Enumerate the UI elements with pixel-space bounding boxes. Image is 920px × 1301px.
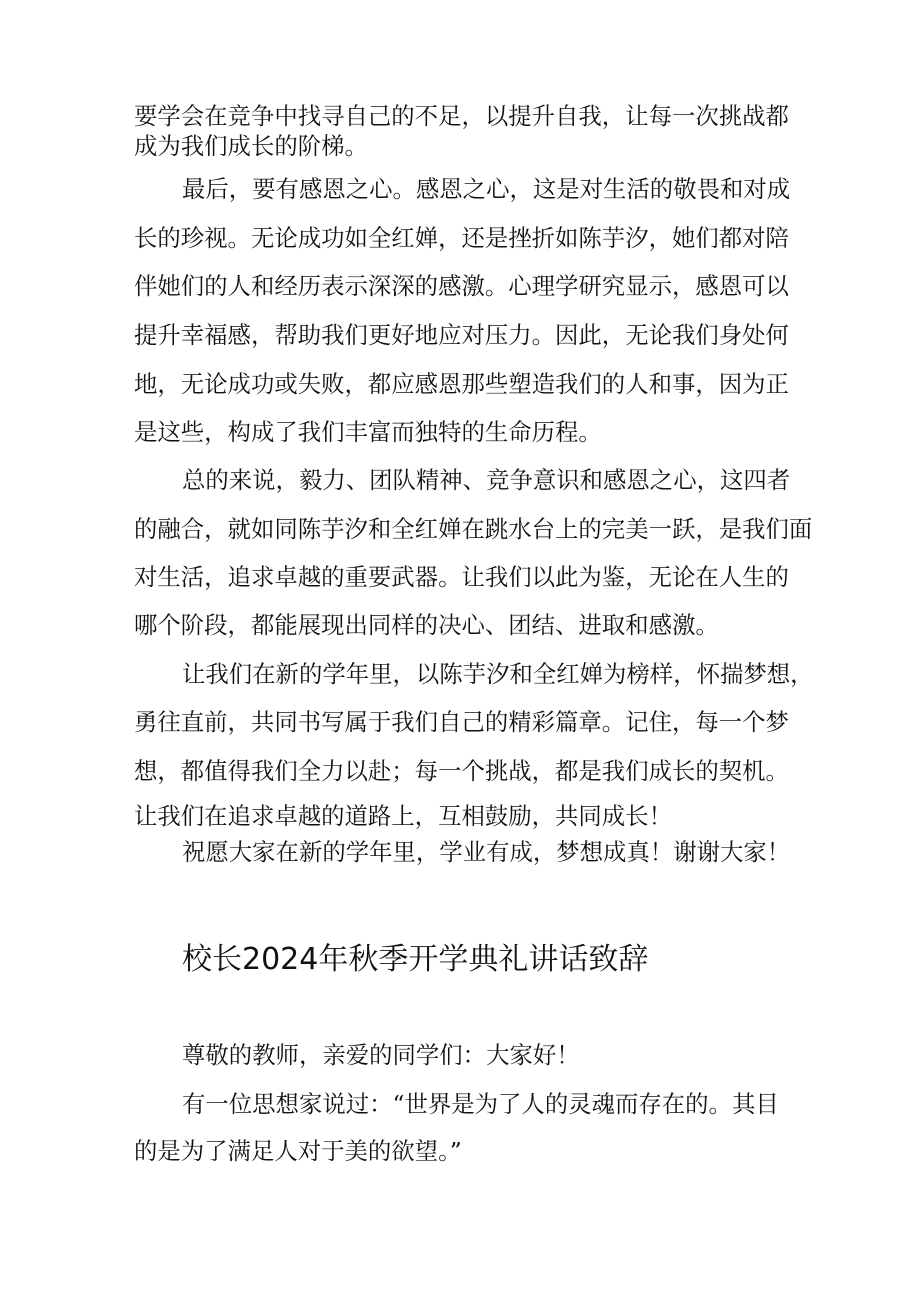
paragraph-line: 伴她们的人和经历表示深深的感激。心理学研究显示，感恩可以 <box>134 272 789 300</box>
paragraph-line: 最后，要有感恩之心。感恩之心，这是对生活的敬畏和对成 <box>182 175 791 203</box>
paragraph-line: 总的来说，毅力、团队精神、竞争意识和感恩之心，这四者 <box>182 466 791 494</box>
paragraph-line: 的融合，就如同陈芋汐和全红婵在跳水台上的完美一跃，是我们面 <box>134 515 813 543</box>
paragraph-line: 的是为了满足人对于美的欲望。” <box>134 1137 462 1165</box>
document-title: 校长2024年秋季开学典礼讲话致辞 <box>182 942 649 977</box>
paragraph-line: 想，都值得我们全力以赴；每一个挑战，都是我们成长的契机。 <box>134 757 789 785</box>
paragraph-line: 要学会在竞争中找寻自己的不足，以提升自我，让每一次挑战都 <box>134 102 789 130</box>
paragraph-line: 祝愿大家在新的学年里，学业有成，梦想成真！谢谢大家！ <box>182 838 791 866</box>
greeting-line: 尊敬的教师，亲爱的同学们：大家好！ <box>182 1041 580 1069</box>
paragraph-line: 有一位思想家说过：“世界是为了人的灵魂而存在的。其目 <box>182 1090 779 1118</box>
paragraph-line: 让我们在追求卓越的道路上，互相鼓励，共同成长！ <box>134 802 672 830</box>
paragraph-line: 长的珍视。无论成功如全红婵，还是挫折如陈芋汐，她们都对陪 <box>134 224 789 252</box>
paragraph-line: 成为我们成长的阶梯。 <box>134 132 368 160</box>
paragraph-line: 勇往直前，共同书写属于我们自己的精彩篇章。记住，每一个梦 <box>134 708 789 736</box>
paragraph-line: 让我们在新的学年里，以陈芋汐和全红婵为榜样，怀揣梦想， <box>182 660 814 688</box>
paragraph-line: 哪个阶段，都能展现出同样的决心、团结、进取和感激。 <box>134 611 719 639</box>
paragraph-line: 提升幸福感，帮助我们更好地应对压力。因此，无论我们身处何 <box>134 321 789 349</box>
paragraph-line: 是这些，构成了我们丰富而独特的生命历程。 <box>134 418 602 446</box>
paragraph-line: 对生活，追求卓越的重要武器。让我们以此为鉴，无论在人生的 <box>134 563 789 591</box>
paragraph-line: 地，无论成功或失败，都应感恩那些塑造我们的人和事，因为正 <box>134 370 789 398</box>
